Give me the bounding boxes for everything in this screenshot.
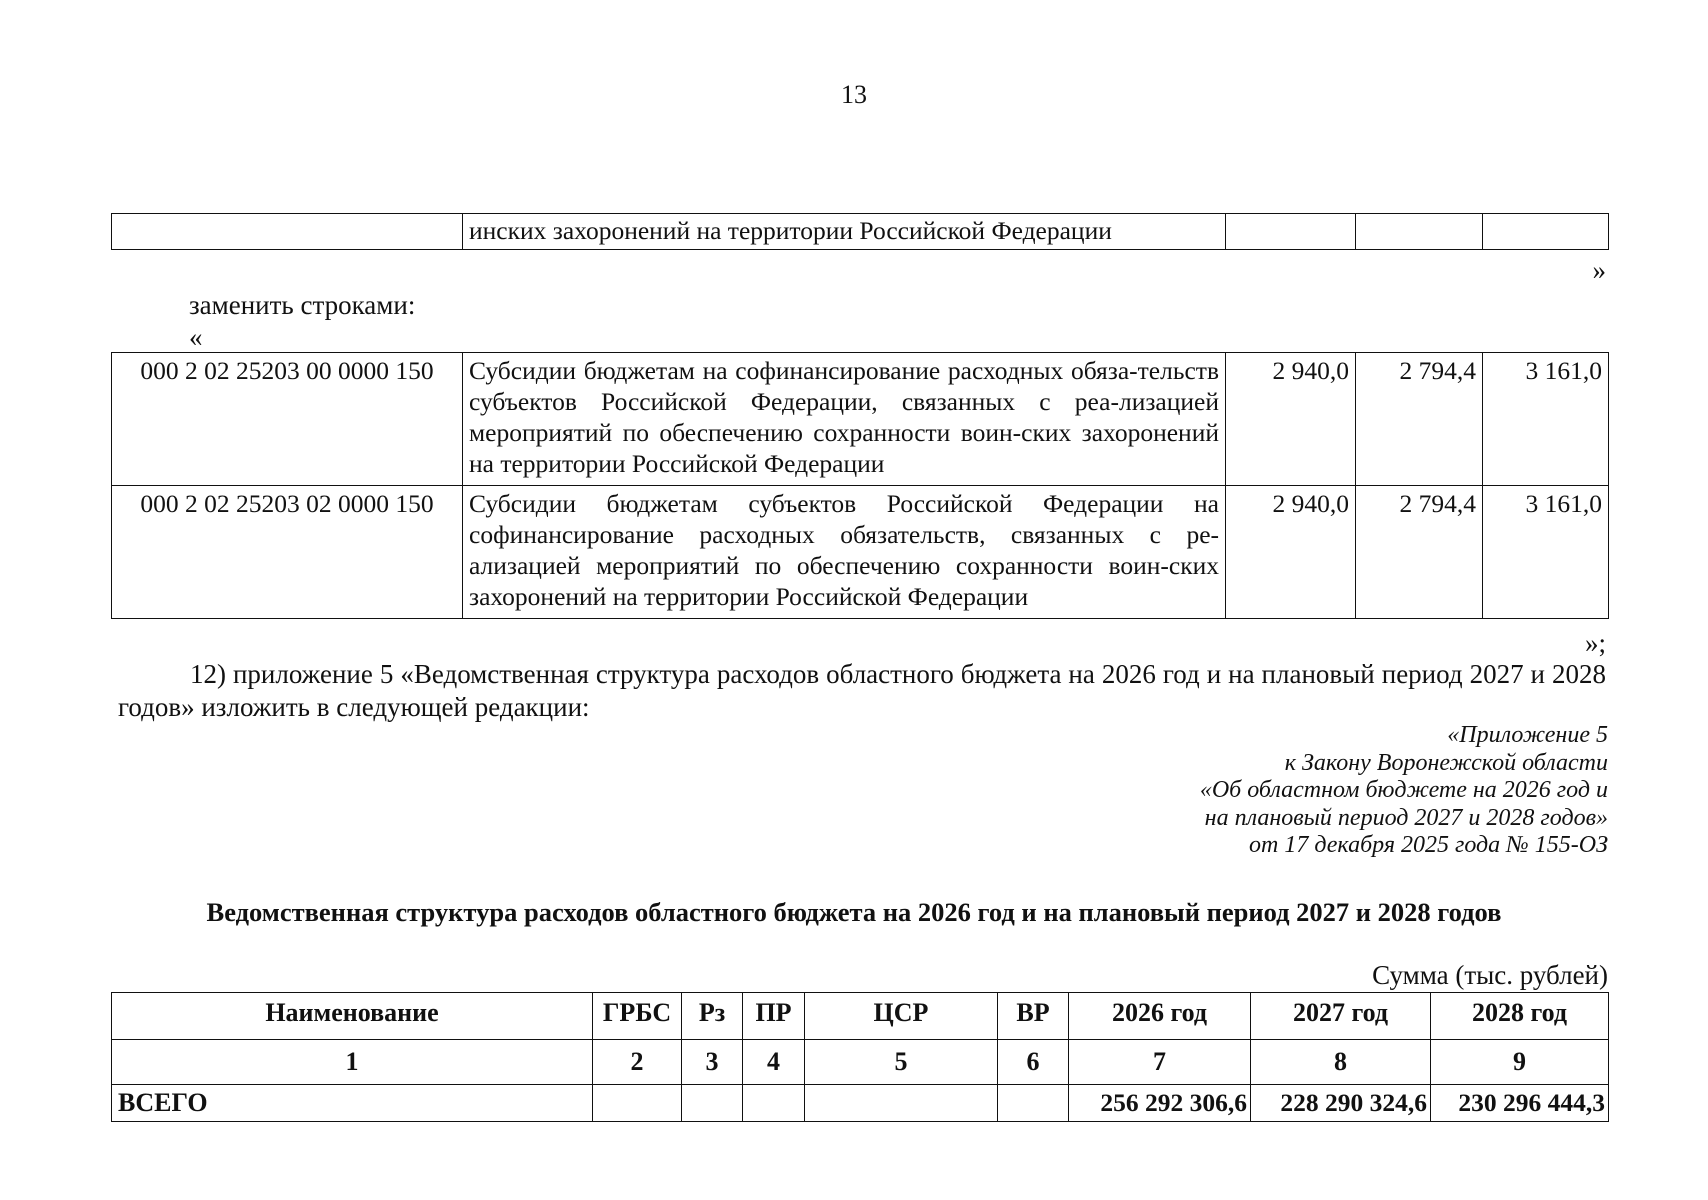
- budget-table: [111, 992, 1609, 1122]
- table-row: [112, 486, 1609, 619]
- header-rz: Рз: [682, 993, 743, 1040]
- header-pr: ПР: [743, 993, 805, 1040]
- page-number: 13: [841, 80, 867, 109]
- column-number: 9: [1431, 1040, 1609, 1085]
- value-2028-cell: 3 161,0: [1483, 353, 1609, 486]
- header-vr: ВР: [998, 993, 1069, 1040]
- value-2027-cell: 2 794,4: [1356, 486, 1483, 619]
- header-grbs: ГРБС: [593, 993, 682, 1040]
- appendix-line: к Закону Воронежской области: [1284, 749, 1608, 776]
- value-cell: [1483, 214, 1609, 250]
- column-number: 3: [682, 1040, 743, 1085]
- description-cell: инских захоронений на территории Российской Федерации: [463, 214, 1226, 250]
- total-2028: 230 296 444,3: [1431, 1085, 1609, 1122]
- value-2028-cell: 3 161,0: [1483, 486, 1609, 619]
- replace-intro: заменить строками:: [189, 290, 416, 320]
- appendix-line: «Об областном бюджете на 2026 год и: [1199, 777, 1608, 803]
- header-name: Наименование: [112, 993, 593, 1040]
- value-2026-cell: 2 940,0: [1226, 353, 1356, 486]
- header-2028: 2028 год: [1431, 993, 1609, 1040]
- code-cell: [112, 214, 463, 250]
- value-2027-cell: 2 794,4: [1356, 353, 1483, 486]
- replacement-table: [111, 352, 1609, 619]
- column-number: 7: [1069, 1040, 1251, 1085]
- appendix-line: на плановый период 2027 и 2028 годов»: [1204, 804, 1608, 831]
- value-2026-cell: 2 940,0: [1226, 486, 1356, 619]
- code-cell: 000 2 02 25203 00 0000 150: [112, 353, 463, 486]
- header-2026: 2026 год: [1069, 993, 1251, 1040]
- value-cell: [1226, 214, 1356, 250]
- description-cell: Субсидии бюджетам субъектов Российской Федерации на софинансирование расходных обязательств, связанных с ре-ализацией мероприятий по обеспечению сохранности воин-ских захоронений на территории Российской Федерации: [463, 486, 1226, 619]
- empty-cell: [743, 1085, 805, 1122]
- paragraph-12: 12) приложение 5 «Ведомственная структура расходов областного бюджета на 2026 год и на плановый период 2027 и 2028 годов» изложить в следующей редакции:: [118, 659, 1606, 722]
- document-title: Ведомственная структура расходов областного бюджета на 2026 год и на плановый период 2027 и 2028 годов: [206, 897, 1502, 927]
- column-number: 2: [593, 1040, 682, 1085]
- closing-quote: »;: [1584, 628, 1606, 658]
- description-cell: Субсидии бюджетам на софинансирование расходных обяза-тельств субъектов Российской Федерации, связанных с реа-лизацией мероприятий по обеспечению сохранности воин-ских захоронений на территории Российской Федерации: [463, 353, 1226, 486]
- empty-cell: [682, 1085, 743, 1122]
- column-number: 4: [743, 1040, 805, 1085]
- closing-quote: »: [1592, 255, 1606, 285]
- total-row: [112, 1085, 1609, 1122]
- total-2026: 256 292 306,6: [1069, 1085, 1251, 1122]
- header-csr: ЦСР: [805, 993, 998, 1040]
- table-row: [112, 353, 1609, 486]
- value-cell: [1356, 214, 1483, 250]
- total-label: ВСЕГО: [112, 1085, 593, 1122]
- table-row: [112, 214, 1609, 250]
- column-number: 1: [112, 1040, 593, 1085]
- previous-table-fragment: [111, 213, 1609, 250]
- opening-quote: «: [189, 322, 203, 352]
- appendix-note: [1200, 722, 1608, 860]
- column-number: 5: [805, 1040, 998, 1085]
- empty-cell: [805, 1085, 998, 1122]
- column-number: 6: [998, 1040, 1069, 1085]
- column-number: 8: [1251, 1040, 1431, 1085]
- appendix-line: «Приложение 5: [1447, 722, 1608, 748]
- header-2027: 2027 год: [1251, 993, 1431, 1040]
- header-row: [112, 993, 1609, 1040]
- empty-cell: [998, 1085, 1069, 1122]
- appendix-line: от 17 декабря 2025 года № 155-ОЗ: [1249, 832, 1608, 858]
- column-number-row: [112, 1040, 1609, 1085]
- code-cell: 000 2 02 25203 02 0000 150: [112, 486, 463, 619]
- total-2027: 228 290 324,6: [1251, 1085, 1431, 1122]
- units-label: Сумма (тыс. рублей): [1372, 960, 1608, 990]
- empty-cell: [593, 1085, 682, 1122]
